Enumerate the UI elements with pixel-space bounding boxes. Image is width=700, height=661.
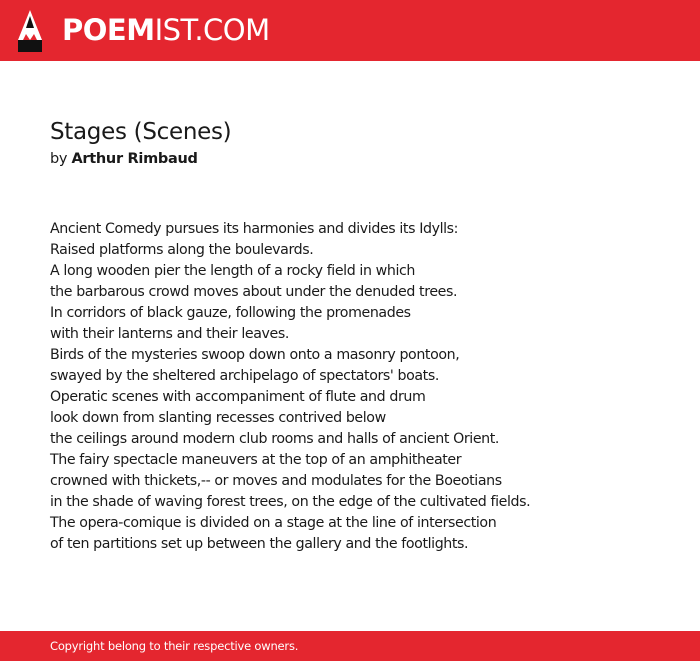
poem-line: The opera-comique is divided on a stage at the line of intersection [50, 515, 497, 531]
poem-line: Ancient Comedy pursues its harmonies and divides its Idylls: [50, 221, 459, 237]
poem-line: In corridors of black gauze, following the promenades [50, 305, 411, 321]
logo-bold-text: POEM [62, 13, 155, 47]
poem-line: swayed by the sheltered archipelago of spectators' boats. [50, 368, 439, 384]
poem-line: of ten partitions set up between the gallery and the footlights. [50, 536, 469, 552]
poem-line: in the shade of waving forest trees, on the edge of the cultivated fields. [50, 494, 531, 510]
poem-body [50, 219, 530, 555]
poem-title: Stages (Scenes) [50, 119, 232, 145]
poem-line: the barbarous crowd moves about under the denuded trees. [50, 284, 458, 300]
author-name: Arthur Rimbaud [71, 151, 198, 167]
pencil-icon [17, 10, 43, 52]
site-header [0, 0, 700, 61]
by-label: by [50, 151, 68, 167]
poem-line: with their lanterns and their leaves. [50, 326, 289, 342]
poem-line: crowned with thickets,-- or moves and modulates for the Boeotians [50, 473, 502, 489]
poem-line: Operatic scenes with accompaniment of flute and drum [50, 389, 426, 405]
logo-light-text: IST.COM [154, 13, 270, 47]
poem-line: the ceilings around modern club rooms and halls of ancient Orient. [50, 431, 500, 447]
site-footer [0, 631, 700, 661]
poem-line: Raised platforms along the boulevards. [50, 242, 314, 258]
poem-line: A long wooden pier the length of a rocky field in which [50, 263, 415, 279]
poem-line: Birds of the mysteries swoop down onto a masonry pontoon, [50, 347, 460, 363]
poem-line: The fairy spectacle maneuvers at the top of an amphitheater [50, 452, 462, 468]
poem-byline [50, 149, 198, 169]
poem-line: look down from slanting recesses contrived below [50, 410, 386, 426]
copyright-notice: Copyright belong to their respective owners. [50, 639, 299, 653]
site-logo[interactable] [62, 12, 270, 48]
